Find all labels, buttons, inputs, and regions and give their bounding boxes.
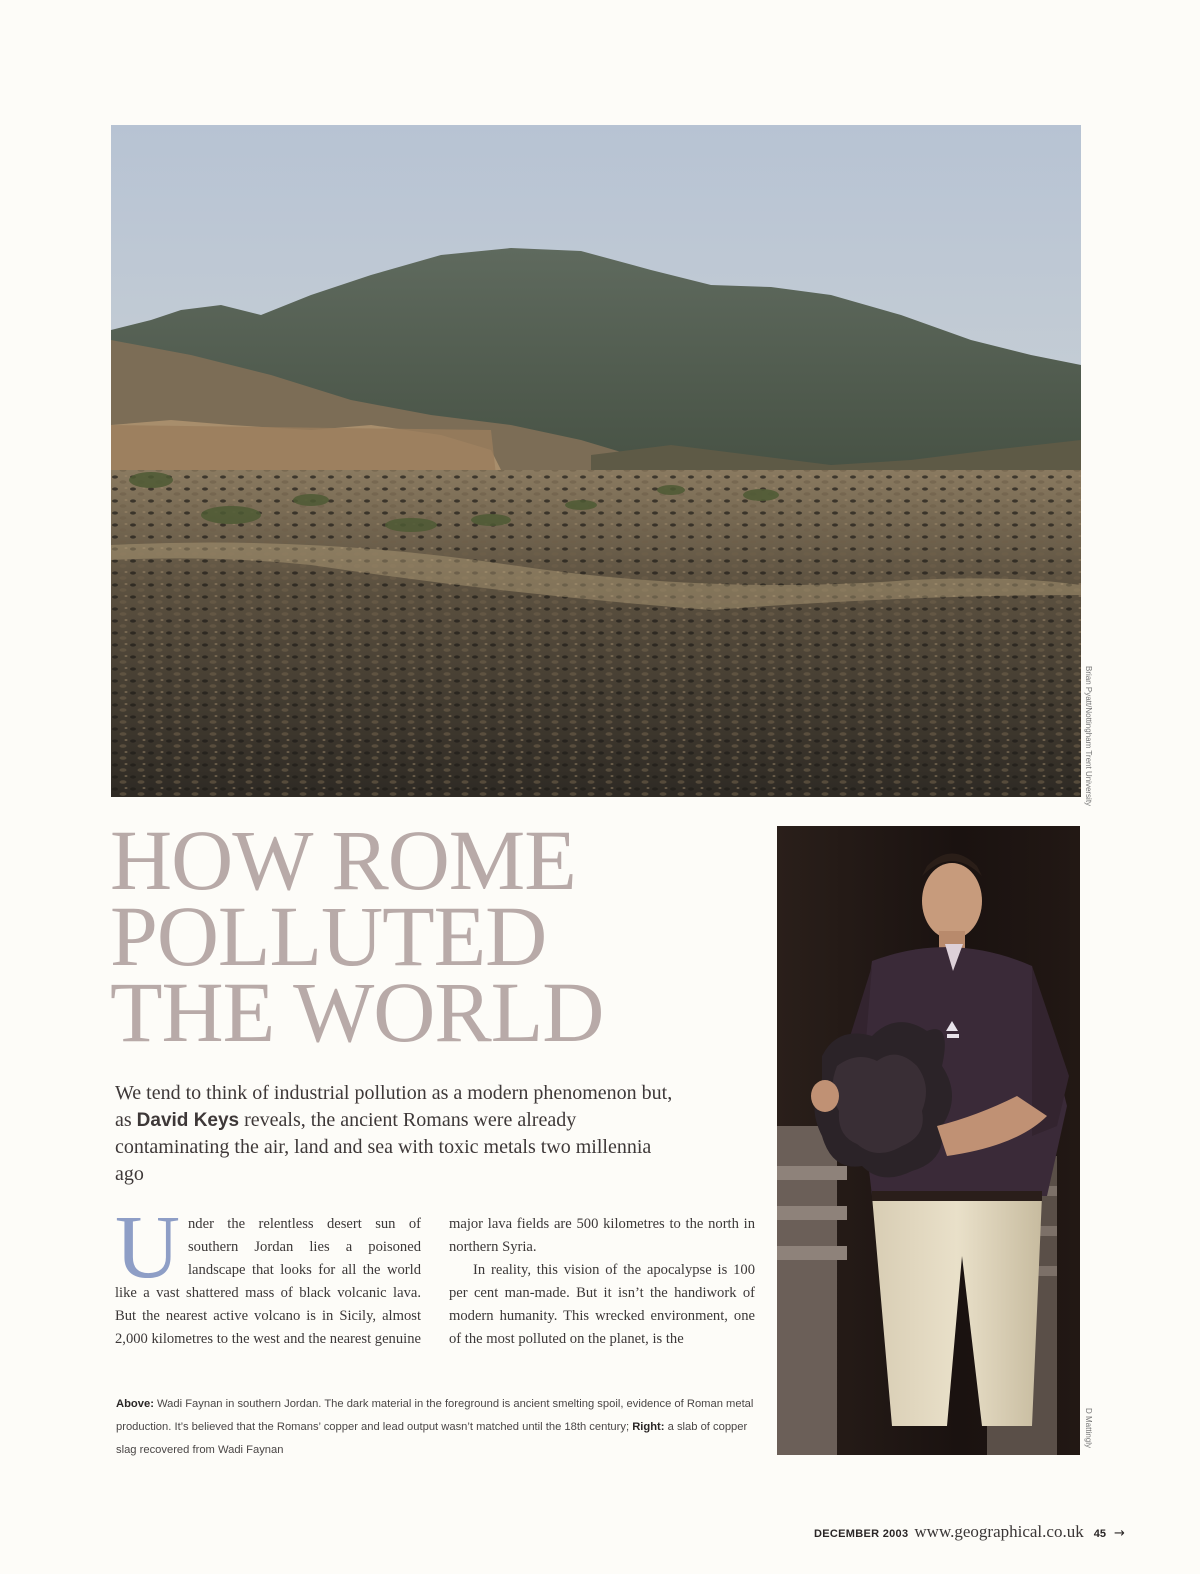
caption-right-text: a slab of copper slag recovered from Wadi Faynan bbox=[116, 1421, 748, 1456]
continue-arrow-icon: → bbox=[1113, 1526, 1125, 1541]
portrait-photo-credit: D Mattingly bbox=[1084, 1408, 1093, 1449]
hero-photo-credit: Brian Pyatt/Nottingham Trent University bbox=[1084, 666, 1093, 807]
headline-line-2: POLLUTED bbox=[110, 888, 547, 984]
article-standfirst bbox=[115, 1080, 675, 1188]
standfirst-text-before: We tend to think of industrial pollution as a modern phenomenon but, as bbox=[115, 1082, 673, 1131]
body-column-2-paragraph-1: major lava fields are 500 kilometres to the north in northern Syria. bbox=[449, 1216, 755, 1255]
headline-line-3: THE WORLD bbox=[110, 964, 604, 1060]
caption-right-label: Right: bbox=[632, 1421, 665, 1433]
author-name: David Keys bbox=[136, 1110, 240, 1131]
hero-photo-wadi-faynan bbox=[111, 125, 1081, 797]
issue-date: DECEMBER 2003 bbox=[814, 1528, 909, 1540]
body-column-1-text: nder the relentless desert sun of southern Jordan lies a poisoned landscape that looks for all the world like a vast shattered mass of black volcanic lava. But the nearest active volcano is in Sicily, almost 2,000 kilometres to the west and the nearest genuine bbox=[115, 1216, 421, 1347]
drop-cap: U bbox=[115, 1198, 180, 1297]
body-column-1 bbox=[115, 1198, 421, 1351]
standfirst-text-after: reveals, the ancient Romans were already contaminating the air, land and sea with toxic metals two millennia ago bbox=[115, 1109, 652, 1185]
body-column-2 bbox=[449, 1213, 755, 1351]
headline-line-1: HOW ROME bbox=[110, 812, 576, 908]
website-url: www.geographical.co.uk bbox=[914, 1522, 1084, 1541]
caption-above-text: Wadi Faynan in southern Jordan. The dark material in the foreground is ancient smelting spoil, evidence of Roman metal production. It’s believed that the Romans’ copper and lead output wasn’t matched until the 18th century; bbox=[116, 1398, 754, 1433]
photo-caption bbox=[116, 1393, 756, 1462]
caption-above-label: Above: bbox=[116, 1398, 154, 1410]
portrait-photo-slag bbox=[777, 826, 1080, 1455]
page-footer bbox=[814, 1522, 1125, 1542]
article-headline bbox=[110, 812, 670, 1060]
page-number: 45 bbox=[1093, 1528, 1106, 1540]
body-column-2-paragraph-2: In reality, this vision of the apocalypse is 100 per cent man-made. But it isn’t the handiwork of modern humanity. This wrecked environment, one of the most polluted on the planet, is the bbox=[449, 1262, 755, 1347]
